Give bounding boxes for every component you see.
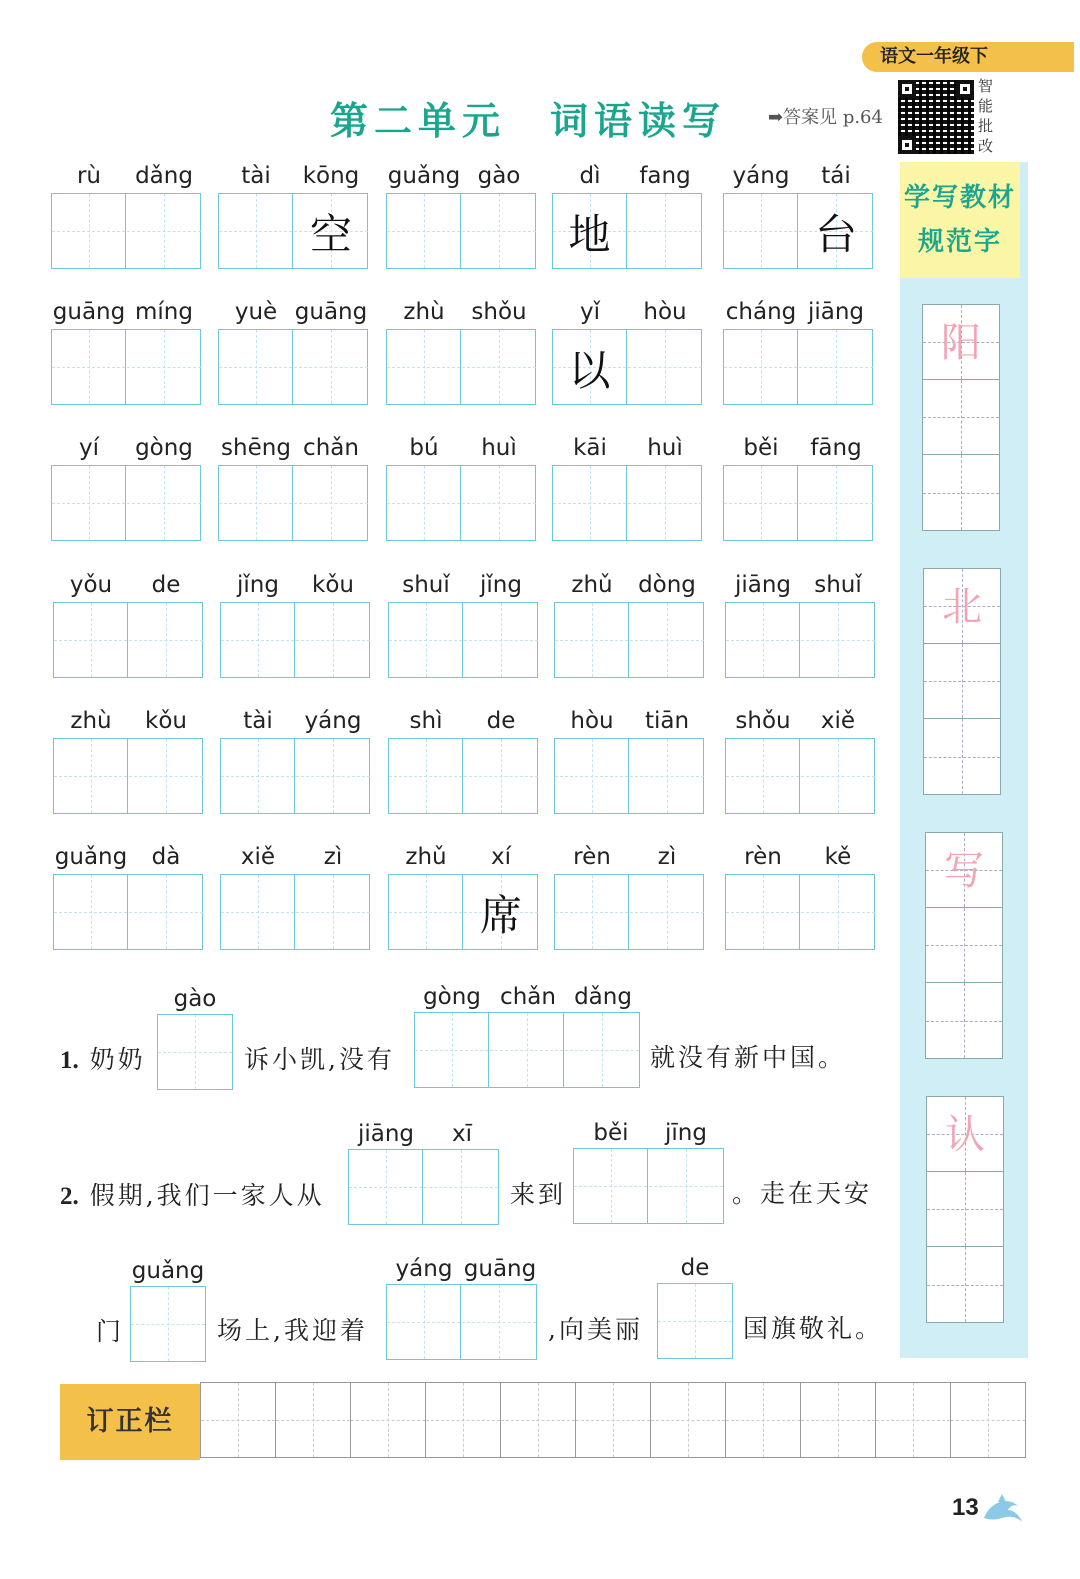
writing-cell[interactable] (294, 194, 368, 268)
word-box[interactable] (218, 193, 368, 269)
word-box[interactable] (51, 193, 201, 269)
sentence-2-line2-mid: 场上,我迎着 (217, 1316, 368, 1345)
pinyin-label: jiāng (734, 572, 792, 598)
pinyin-label: yáng (395, 1256, 453, 1282)
writing-cell[interactable] (462, 466, 536, 540)
pinyin-label: gòng (423, 984, 481, 1010)
writing-cell[interactable] (553, 330, 627, 404)
correction-cell[interactable] (426, 1383, 501, 1457)
given-character: 席 (479, 891, 522, 940)
writing-cell[interactable] (129, 875, 203, 949)
pinyin-label: rù (76, 163, 102, 189)
writing-cell[interactable] (553, 194, 627, 268)
writing-cell[interactable] (628, 330, 702, 404)
word-box[interactable] (725, 874, 875, 950)
writing-cell[interactable] (296, 875, 370, 949)
word-box[interactable] (388, 602, 538, 678)
practice-cell[interactable] (927, 1247, 1003, 1322)
practice-cell[interactable] (926, 983, 1002, 1058)
practice-cell[interactable] (926, 908, 1002, 983)
sentence-2-start: 2. 假期,我们一家人从 (60, 1181, 325, 1210)
writing-cell[interactable] (628, 466, 702, 540)
pinyin-label: jīng (665, 1120, 707, 1146)
pinyin-label: fang (639, 163, 691, 189)
pinyin-label: kǒu (312, 572, 354, 598)
sentence-1-mid: 诉小凯,没有 (244, 1045, 395, 1074)
writing-cell[interactable] (54, 603, 128, 677)
pinyin-label: chǎn (303, 435, 359, 461)
pinyin-label: yǐ (579, 299, 600, 325)
writing-cell[interactable] (52, 466, 126, 540)
dolphin-icon (980, 1488, 1024, 1528)
answer-reference[interactable]: ➡答案见 p.64 (768, 107, 883, 128)
practice-cell[interactable] (923, 305, 999, 380)
word-box[interactable] (220, 874, 370, 950)
writing-cell[interactable] (294, 330, 368, 404)
writing-cell[interactable] (464, 739, 538, 813)
sidebar-heading: 学写教材 规范字 (900, 162, 1020, 278)
pinyin-label: yáng (304, 708, 362, 734)
pinyin-label: gào (477, 163, 521, 189)
model-character: 北 (942, 584, 982, 630)
pinyin-label: běi (743, 435, 779, 461)
writing-cell[interactable] (724, 330, 798, 404)
writing-cell[interactable] (630, 603, 704, 677)
pinyin-label: zì (657, 844, 677, 870)
writing-cell[interactable] (129, 739, 203, 813)
pinyin-label: de (680, 1255, 710, 1281)
pinyin-label: zhǔ (571, 572, 613, 598)
pinyin-label: dì (579, 163, 601, 189)
pinyin-label: běi (593, 1120, 629, 1146)
practice-column[interactable] (925, 832, 1003, 1059)
writing-cell[interactable] (724, 194, 798, 268)
writing-cell[interactable] (799, 466, 873, 540)
pinyin-label: zhù (70, 708, 112, 734)
pinyin-label: hòu (570, 708, 614, 734)
answer-box[interactable] (157, 1014, 233, 1090)
model-character: 认 (945, 1112, 985, 1158)
pinyin-label: guāng (52, 299, 126, 325)
practice-cell[interactable] (926, 833, 1002, 908)
writing-cell[interactable] (555, 603, 629, 677)
practice-column[interactable] (926, 1096, 1004, 1323)
pinyin-label: shuǐ (402, 572, 450, 598)
practice-cell[interactable] (924, 569, 1000, 644)
practice-cell[interactable] (927, 1172, 1003, 1247)
writing-cell[interactable] (726, 875, 800, 949)
correction-cell[interactable] (351, 1383, 426, 1457)
correction-cell[interactable] (201, 1383, 276, 1457)
word-box[interactable] (723, 329, 873, 405)
pinyin-label: guǎng (131, 1258, 205, 1284)
pinyin-label: kōng (302, 163, 360, 189)
pinyin-label: guāng (294, 299, 368, 325)
writing-cell[interactable] (464, 875, 538, 949)
writing-cell[interactable] (628, 194, 702, 268)
word-box[interactable] (554, 874, 704, 950)
word-box[interactable] (723, 465, 873, 541)
writing-cell[interactable] (219, 330, 293, 404)
sentence-1-end: 就没有新中国。 (650, 1043, 847, 1072)
writing-cell[interactable] (221, 603, 295, 677)
pinyin-label: xiě (820, 708, 856, 734)
sentence-1-start: 1. 奶奶 (60, 1045, 146, 1074)
correction-cell[interactable] (801, 1383, 876, 1457)
writing-cell[interactable] (52, 330, 126, 404)
writing-cell[interactable] (52, 194, 126, 268)
word-box[interactable] (554, 738, 704, 814)
writing-cell[interactable] (630, 875, 704, 949)
pinyin-label: cháng (725, 299, 797, 325)
pinyin-label: tái (821, 163, 851, 189)
given-character: 空 (309, 210, 352, 259)
word-box[interactable] (53, 602, 203, 678)
pinyin-label: zhù (403, 299, 445, 325)
writing-cell[interactable] (801, 875, 875, 949)
word-box[interactable] (552, 329, 702, 405)
correction-cell[interactable] (951, 1383, 1025, 1457)
word-box[interactable] (386, 329, 536, 405)
pinyin-label: rèn (744, 844, 782, 870)
pinyin-label: gòng (135, 435, 193, 461)
pinyin-label: jǐng (237, 572, 279, 598)
writing-cell[interactable] (221, 739, 295, 813)
pinyin-label: rèn (573, 844, 611, 870)
pinyin-label: jiāng (807, 299, 865, 325)
pinyin-label: tài (243, 708, 273, 734)
pinyin-label: yuè (234, 299, 278, 325)
page-number: 13 (952, 1494, 979, 1521)
writing-cell[interactable] (296, 603, 370, 677)
writing-cell[interactable] (555, 739, 629, 813)
pinyin-label: chǎn (500, 984, 556, 1010)
pinyin-label: jiāng (357, 1121, 415, 1147)
pinyin-label: dǎng (574, 984, 632, 1010)
answer-box[interactable] (348, 1149, 499, 1225)
sentence-2-end: 国旗敬礼。 (743, 1314, 884, 1343)
writing-cell[interactable] (799, 194, 873, 268)
writing-cell[interactable] (387, 194, 461, 268)
word-box[interactable] (725, 738, 875, 814)
practice-column[interactable] (923, 568, 1001, 795)
writing-cell[interactable] (724, 466, 798, 540)
pinyin-label: shǒu (471, 299, 527, 325)
word-box[interactable] (53, 874, 203, 950)
writing-cell[interactable] (127, 466, 201, 540)
pinyin-label: xī (451, 1121, 472, 1147)
writing-cell[interactable] (127, 330, 201, 404)
word-box[interactable] (725, 602, 875, 678)
word-box[interactable] (218, 465, 368, 541)
pinyin-label: yí (78, 435, 99, 461)
pinyin-label: dòng (638, 572, 696, 598)
grade-tab: 语文一年级下 (862, 42, 1074, 72)
pinyin-label: dǎng (135, 163, 193, 189)
writing-cell[interactable] (799, 330, 873, 404)
correction-label: 订正栏 (60, 1384, 200, 1460)
pinyin-label: fāng (810, 435, 862, 461)
model-character: 阳 (941, 320, 981, 366)
answer-box[interactable] (573, 1148, 724, 1224)
word-box[interactable] (220, 738, 370, 814)
sentence-2-mid: 来到 (510, 1180, 567, 1209)
word-box[interactable] (53, 738, 203, 814)
correction-cell[interactable] (276, 1383, 351, 1457)
correction-grid[interactable] (200, 1382, 1026, 1458)
correction-cell[interactable] (726, 1383, 801, 1457)
writing-cell[interactable] (387, 330, 461, 404)
word-box[interactable] (552, 193, 702, 269)
word-box[interactable] (723, 193, 873, 269)
sentence-2-line2-start: 门 (96, 1317, 125, 1346)
practice-cell[interactable] (927, 1097, 1003, 1172)
writing-cell[interactable] (801, 739, 875, 813)
writing-cell[interactable] (464, 603, 538, 677)
pinyin-label: zhǔ (405, 844, 447, 870)
writing-cell[interactable] (127, 194, 201, 268)
page-title: 第二单元 词语读写 (330, 99, 727, 143)
writing-cell[interactable] (389, 603, 463, 677)
qr-code-icon[interactable] (898, 80, 974, 154)
practice-cell[interactable] (924, 719, 1000, 794)
word-box[interactable] (220, 602, 370, 678)
correction-cell[interactable] (576, 1383, 651, 1457)
writing-cell[interactable] (296, 739, 370, 813)
pinyin-label: xiě (240, 844, 276, 870)
sentence-2-end-line1: 。走在天安 (732, 1179, 873, 1208)
word-box[interactable] (218, 329, 368, 405)
pinyin-label: kě (824, 844, 852, 870)
answer-box[interactable] (414, 1012, 640, 1088)
writing-cell[interactable] (387, 466, 461, 540)
pinyin-label: de (486, 708, 516, 734)
pinyin-label: shuǐ (814, 572, 862, 598)
pinyin-label: kǒu (145, 708, 187, 734)
writing-cell[interactable] (221, 875, 295, 949)
sentence-2-line2-mid2: ,向美丽 (548, 1315, 643, 1344)
word-box[interactable] (386, 465, 536, 541)
pinyin-label: zì (323, 844, 343, 870)
pinyin-label: tài (241, 163, 271, 189)
pinyin-label: yáng (732, 163, 790, 189)
pinyin-label: shì (409, 708, 443, 734)
writing-cell[interactable] (54, 739, 128, 813)
pinyin-label: shǒu (735, 708, 791, 734)
pinyin-label: huì (647, 435, 683, 461)
writing-cell[interactable] (630, 739, 704, 813)
pinyin-label: huì (481, 435, 517, 461)
word-box[interactable] (51, 465, 201, 541)
writing-cell[interactable] (389, 739, 463, 813)
answer-box[interactable] (130, 1286, 206, 1362)
pinyin-label: tiān (644, 708, 690, 734)
writing-cell[interactable] (462, 194, 536, 268)
model-character: 写 (944, 848, 984, 894)
word-box[interactable] (386, 193, 536, 269)
answer-box[interactable] (657, 1283, 733, 1359)
writing-cell[interactable] (129, 603, 203, 677)
practice-cell[interactable] (923, 455, 999, 530)
word-box[interactable] (554, 602, 704, 678)
pinyin-label: gào (173, 986, 217, 1012)
pinyin-label: míng (135, 299, 193, 325)
writing-cell[interactable] (389, 875, 463, 949)
pinyin-label: jǐng (480, 572, 522, 598)
answer-box[interactable] (386, 1284, 537, 1360)
writing-cell[interactable] (726, 739, 800, 813)
pinyin-label: yǒu (69, 572, 113, 598)
qr-note: 智能批改 (978, 77, 994, 155)
pinyin-label: dà (151, 844, 181, 870)
writing-cell[interactable] (801, 603, 875, 677)
pinyin-label: xí (490, 844, 511, 870)
word-box[interactable] (552, 465, 702, 541)
given-character: 以 (568, 346, 611, 395)
writing-cell[interactable] (555, 875, 629, 949)
pinyin-label: bú (409, 435, 439, 461)
writing-cell[interactable] (294, 466, 368, 540)
writing-cell[interactable] (726, 603, 800, 677)
writing-cell[interactable] (553, 466, 627, 540)
pinyin-label: de (151, 572, 181, 598)
writing-cell[interactable] (219, 194, 293, 268)
pinyin-label: guāng (463, 1256, 537, 1282)
pinyin-label: guǎng (387, 163, 461, 189)
word-box[interactable] (51, 329, 201, 405)
correction-cell[interactable] (501, 1383, 576, 1457)
word-box[interactable] (388, 738, 538, 814)
writing-cell[interactable] (219, 466, 293, 540)
pinyin-label: shēng (221, 435, 291, 461)
writing-cell[interactable] (462, 330, 536, 404)
given-character: 地 (568, 210, 611, 259)
pinyin-label: hòu (643, 299, 687, 325)
practice-cell[interactable] (924, 644, 1000, 719)
correction-cell[interactable] (651, 1383, 726, 1457)
correction-cell[interactable] (876, 1383, 951, 1457)
practice-column[interactable] (922, 304, 1000, 531)
writing-cell[interactable] (54, 875, 128, 949)
pinyin-label: guǎng (54, 844, 128, 870)
practice-cell[interactable] (923, 380, 999, 455)
pinyin-label: kāi (573, 435, 607, 461)
given-character: 台 (814, 210, 857, 259)
word-box[interactable] (388, 874, 538, 950)
